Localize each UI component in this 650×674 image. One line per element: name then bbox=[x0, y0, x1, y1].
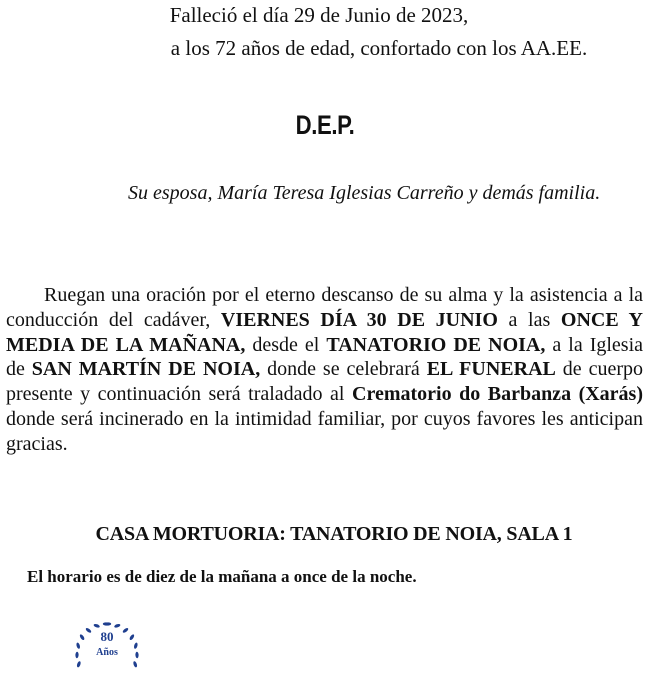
family-text: Su esposa, María Teresa Iglesias Carreño y demás familia. bbox=[128, 182, 601, 204]
laurel-leaf bbox=[129, 634, 135, 641]
age-line: a los 72 años de edad, confortado con los AA.EE. bbox=[170, 36, 588, 60]
logo-number: 80 bbox=[100, 629, 114, 644]
laurel-leaf bbox=[93, 623, 100, 628]
notice-text: a las bbox=[497, 308, 561, 331]
laurel-leaf bbox=[85, 627, 92, 633]
notice-church: SAN MARTÍN DE NOIA, bbox=[31, 358, 261, 381]
laurel-leaf bbox=[135, 652, 138, 659]
death-date-line: Falleció el día 29 de Junio de 2023, bbox=[169, 3, 469, 27]
dep-heading: D.E.P. bbox=[295, 110, 355, 140]
laurel-leaf bbox=[75, 652, 78, 659]
notice-text: donde se celebrará bbox=[260, 358, 427, 381]
laurel-leaf bbox=[79, 634, 85, 641]
opening-hours: El horario es de diez de la mañana a once de la noche. bbox=[27, 567, 417, 586]
notice-date: VIERNES DÍA 30 DE JUNIO bbox=[220, 308, 498, 331]
notice-funeral: EL FUNERAL bbox=[426, 358, 556, 381]
laurel-leaf bbox=[114, 623, 121, 628]
notice-crematorium: Crematorio do Barbanza (Xarás) bbox=[352, 383, 643, 406]
casa-mortuoria: CASA MORTUORIA: TANATORIO DE NOIA, SALA 1 bbox=[95, 523, 573, 545]
notice-text: desde el bbox=[245, 333, 327, 356]
laurel-leaf bbox=[122, 627, 129, 633]
notice-origin: TANATORIO DE NOIA, bbox=[326, 333, 546, 356]
logo-word: Años bbox=[96, 647, 118, 658]
notice-text: a la Iglesia de bbox=[6, 333, 644, 381]
laurel-leaf bbox=[76, 661, 81, 668]
anniversary-logo bbox=[68, 614, 146, 674]
laurel-leaf bbox=[133, 642, 138, 649]
laurel-leaf bbox=[76, 642, 81, 649]
notice-time: ONCE Y MEDIA DE LA MAÑANA, bbox=[6, 308, 644, 356]
laurel-leaf bbox=[133, 661, 138, 668]
notice-paragraph bbox=[6, 283, 643, 457]
notice-text: de cuerpo presente y continuación será traladado al bbox=[6, 358, 643, 406]
notice-text: donde será incinerado en la intimidad familiar, por cuyos favores les anticipan gracias. bbox=[6, 407, 643, 455]
notice-text: Ruegan una oración por el eterno descanso de su alma y la asistencia a la conducción del cadáver, bbox=[6, 284, 643, 331]
